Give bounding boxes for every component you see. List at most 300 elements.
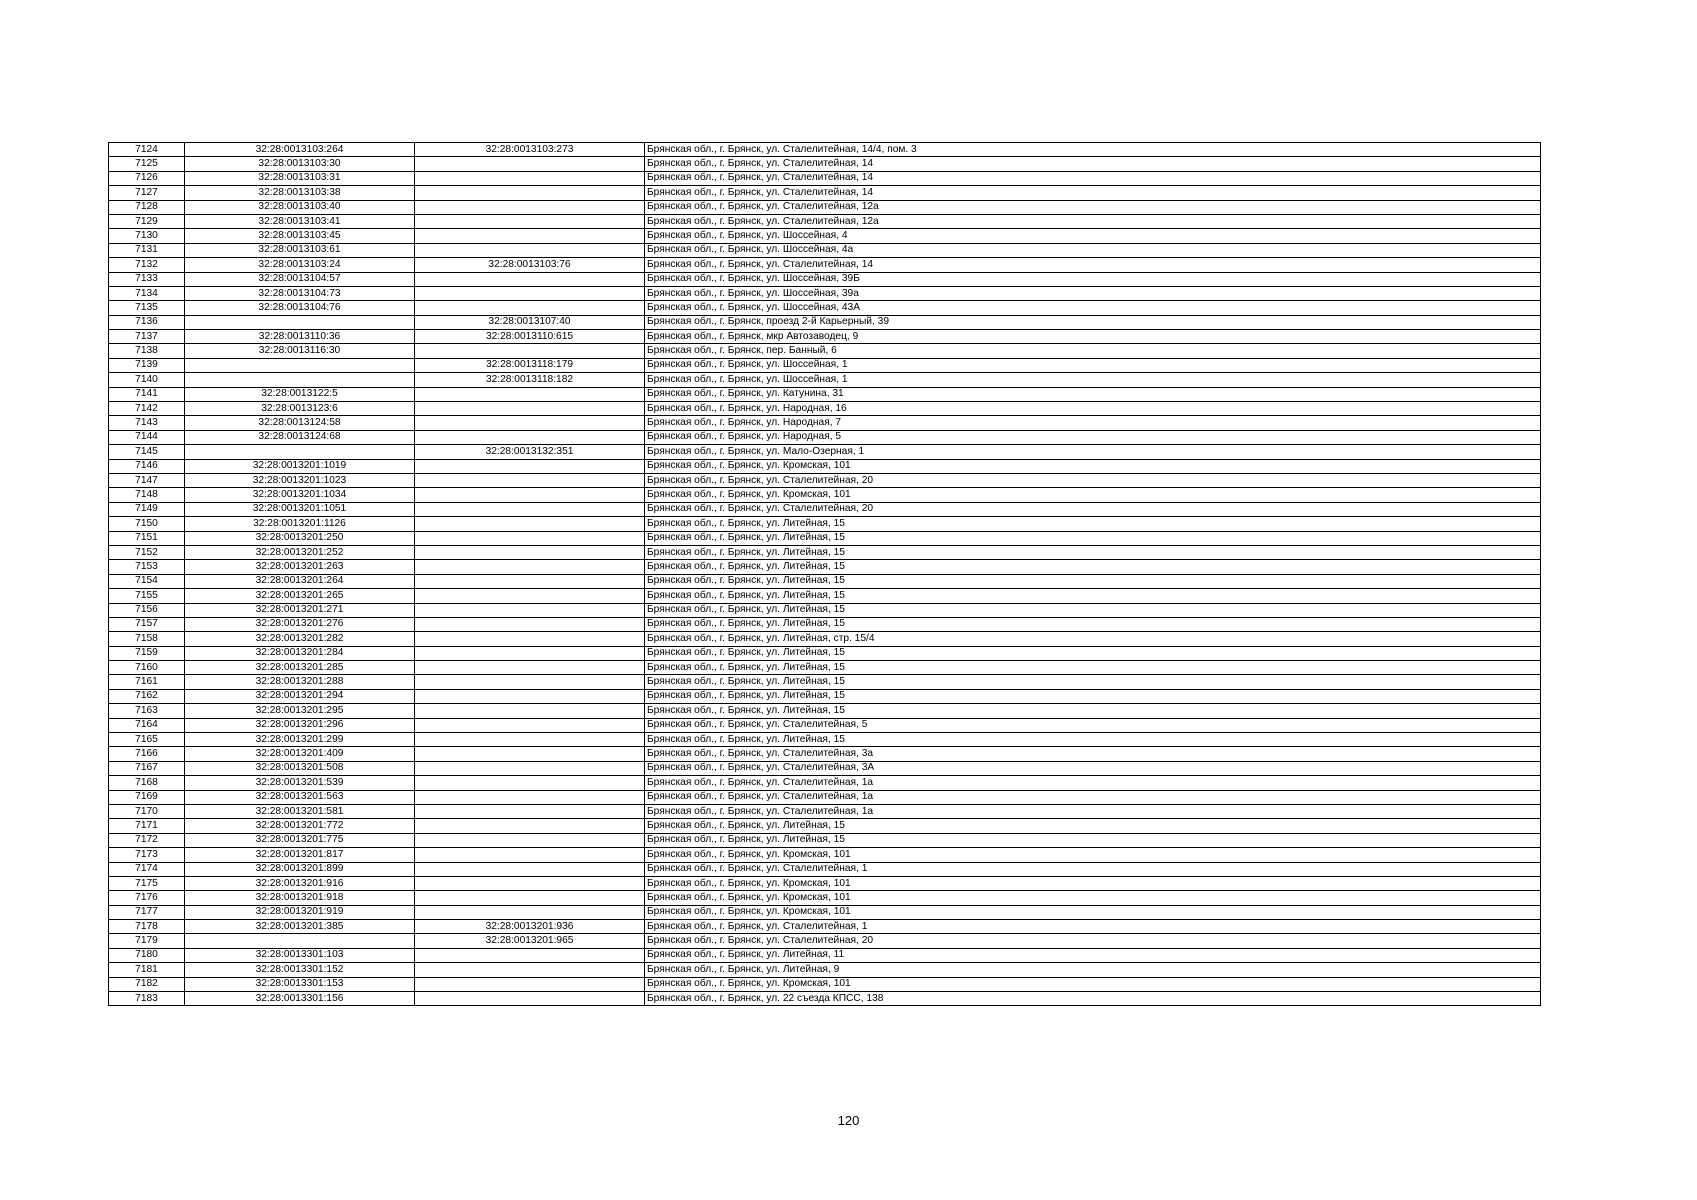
- cadastral-number-cell: 32:28:0013110:36: [185, 330, 415, 344]
- address-cell: Брянская обл., г. Брянск, ул. Сталелитейная, 14/4, пом. 3: [645, 143, 1541, 157]
- related-cadastral-number-cell: [415, 272, 645, 286]
- cadastral-number-cell: 32:28:0013201:294: [185, 689, 415, 703]
- table-row: [109, 617, 1541, 631]
- cadastral-number-cell: 32:28:0013124:68: [185, 430, 415, 444]
- row-number-cell: 7178: [109, 920, 185, 934]
- table-row: [109, 675, 1541, 689]
- row-number-cell: 7171: [109, 819, 185, 833]
- row-number-cell: 7150: [109, 517, 185, 531]
- row-number-cell: 7157: [109, 617, 185, 631]
- cadastral-number-cell: 32:28:0013201:919: [185, 905, 415, 919]
- related-cadastral-number-cell: [415, 344, 645, 358]
- table-row: [109, 992, 1541, 1006]
- address-cell: Брянская обл., г. Брянск, ул. Сталелитейная, 12а: [645, 214, 1541, 228]
- related-cadastral-number-cell: [415, 632, 645, 646]
- related-cadastral-number-cell: [415, 502, 645, 516]
- related-cadastral-number-cell: 32:28:0013132:351: [415, 445, 645, 459]
- table-row: [109, 430, 1541, 444]
- address-cell: Брянская обл., г. Брянск, ул. Катунина, 31: [645, 387, 1541, 401]
- cadastral-number-cell: 32:28:0013201:271: [185, 603, 415, 617]
- related-cadastral-number-cell: 32:28:0013118:182: [415, 373, 645, 387]
- address-cell: Брянская обл., г. Брянск, ул. Мало-Озерная, 1: [645, 445, 1541, 459]
- table-row: [109, 373, 1541, 387]
- address-cell: Брянская обл., г. Брянск, мкр Автозаводец, 9: [645, 330, 1541, 344]
- row-number-cell: 7170: [109, 804, 185, 818]
- related-cadastral-number-cell: [415, 704, 645, 718]
- address-cell: Брянская обл., г. Брянск, ул. Литейная, 15: [645, 704, 1541, 718]
- related-cadastral-number-cell: [415, 214, 645, 228]
- related-cadastral-number-cell: [415, 733, 645, 747]
- table-row: [109, 272, 1541, 286]
- related-cadastral-number-cell: [415, 790, 645, 804]
- address-cell: Брянская обл., г. Брянск, ул. Шоссейная, 39а: [645, 286, 1541, 300]
- address-cell: Брянская обл., г. Брянск, ул. Сталелитейная, 1: [645, 920, 1541, 934]
- cadastral-number-cell: [185, 934, 415, 948]
- cadastral-number-cell: 32:28:0013122:5: [185, 387, 415, 401]
- cadastral-number-cell: 32:28:0013104:57: [185, 272, 415, 286]
- address-cell: Брянская обл., г. Брянск, ул. Сталелитейная, 14: [645, 258, 1541, 272]
- cadastral-number-cell: 32:28:0013301:103: [185, 948, 415, 962]
- cadastral-number-cell: [185, 315, 415, 329]
- row-number-cell: 7177: [109, 905, 185, 919]
- related-cadastral-number-cell: [415, 977, 645, 991]
- address-cell: Брянская обл., г. Брянск, ул. Литейная, 15: [645, 733, 1541, 747]
- row-number-cell: 7148: [109, 488, 185, 502]
- address-cell: Брянская обл., г. Брянск, ул. Литейная, 15: [645, 574, 1541, 588]
- row-number-cell: 7155: [109, 589, 185, 603]
- address-cell: Брянская обл., г. Брянск, ул. Литейная, 15: [645, 833, 1541, 847]
- cadastral-number-cell: 32:28:0013103:38: [185, 186, 415, 200]
- related-cadastral-number-cell: [415, 761, 645, 775]
- address-cell: Брянская обл., г. Брянск, ул. Кромская, 101: [645, 891, 1541, 905]
- address-cell: Брянская обл., г. Брянск, ул. Шоссейная, 43А: [645, 301, 1541, 315]
- cadastral-table-body: [109, 143, 1541, 1006]
- table-row: [109, 574, 1541, 588]
- row-number-cell: 7160: [109, 661, 185, 675]
- cadastral-number-cell: [185, 445, 415, 459]
- cadastral-number-cell: 32:28:0013201:1051: [185, 502, 415, 516]
- related-cadastral-number-cell: [415, 459, 645, 473]
- address-cell: Брянская обл., г. Брянск, ул. Шоссейная, 1: [645, 358, 1541, 372]
- related-cadastral-number-cell: 32:28:0013103:76: [415, 258, 645, 272]
- related-cadastral-number-cell: [415, 531, 645, 545]
- table-row: [109, 186, 1541, 200]
- related-cadastral-number-cell: [415, 661, 645, 675]
- cadastral-number-cell: 32:28:0013201:265: [185, 589, 415, 603]
- related-cadastral-number-cell: [415, 286, 645, 300]
- row-number-cell: 7129: [109, 214, 185, 228]
- row-number-cell: 7165: [109, 733, 185, 747]
- row-number-cell: 7149: [109, 502, 185, 516]
- related-cadastral-number-cell: [415, 646, 645, 660]
- table-row: [109, 876, 1541, 890]
- table-row: [109, 632, 1541, 646]
- cadastral-number-cell: 32:28:0013201:563: [185, 790, 415, 804]
- table-row: [109, 804, 1541, 818]
- address-cell: Брянская обл., г. Брянск, ул. Литейная, 15: [645, 646, 1541, 660]
- related-cadastral-number-cell: [415, 848, 645, 862]
- cadastral-table: [108, 142, 1541, 1006]
- table-row: [109, 445, 1541, 459]
- table-row: [109, 171, 1541, 185]
- row-number-cell: 7158: [109, 632, 185, 646]
- address-cell: Брянская обл., г. Брянск, ул. Литейная, 15: [645, 589, 1541, 603]
- cadastral-number-cell: 32:28:0013201:252: [185, 545, 415, 559]
- related-cadastral-number-cell: [415, 301, 645, 315]
- row-number-cell: 7126: [109, 171, 185, 185]
- row-number-cell: 7132: [109, 258, 185, 272]
- row-number-cell: 7162: [109, 689, 185, 703]
- cadastral-number-cell: 32:28:0013123:6: [185, 402, 415, 416]
- table-row: [109, 315, 1541, 329]
- table-row: [109, 459, 1541, 473]
- row-number-cell: 7174: [109, 862, 185, 876]
- row-number-cell: 7128: [109, 200, 185, 214]
- table-row: [109, 286, 1541, 300]
- table-row: [109, 402, 1541, 416]
- cadastral-number-cell: 32:28:0013201:299: [185, 733, 415, 747]
- cadastral-number-cell: 32:28:0013201:285: [185, 661, 415, 675]
- address-cell: Брянская обл., г. Брянск, ул. Кромская, 101: [645, 977, 1541, 991]
- address-cell: Брянская обл., г. Брянск, ул. Литейная, 15: [645, 531, 1541, 545]
- address-cell: Брянская обл., г. Брянск, ул. Сталелитейная, 20: [645, 934, 1541, 948]
- address-cell: Брянская обл., г. Брянск, ул. Сталелитейная, 14: [645, 157, 1541, 171]
- row-number-cell: 7179: [109, 934, 185, 948]
- cadastral-number-cell: 32:28:0013201:282: [185, 632, 415, 646]
- address-cell: Брянская обл., г. Брянск, ул. 22 съезда КПСС, 138: [645, 992, 1541, 1006]
- row-number-cell: 7143: [109, 416, 185, 430]
- row-number-cell: 7176: [109, 891, 185, 905]
- table-row: [109, 243, 1541, 257]
- cadastral-number-cell: 32:28:0013201:539: [185, 776, 415, 790]
- related-cadastral-number-cell: [415, 157, 645, 171]
- related-cadastral-number-cell: 32:28:0013103:273: [415, 143, 645, 157]
- cadastral-number-cell: 32:28:0013201:295: [185, 704, 415, 718]
- related-cadastral-number-cell: [415, 891, 645, 905]
- table-row: [109, 790, 1541, 804]
- row-number-cell: 7151: [109, 531, 185, 545]
- related-cadastral-number-cell: [415, 603, 645, 617]
- table-row: [109, 704, 1541, 718]
- related-cadastral-number-cell: [415, 589, 645, 603]
- cadastral-number-cell: 32:28:0013201:288: [185, 675, 415, 689]
- table-row: [109, 589, 1541, 603]
- table-row: [109, 747, 1541, 761]
- table-row: [109, 473, 1541, 487]
- related-cadastral-number-cell: 32:28:0013201:965: [415, 934, 645, 948]
- cadastral-number-cell: 32:28:0013103:31: [185, 171, 415, 185]
- table-row: [109, 761, 1541, 775]
- table-row: [109, 977, 1541, 991]
- cadastral-number-cell: 32:28:0013104:76: [185, 301, 415, 315]
- address-cell: Брянская обл., г. Брянск, ул. Шоссейная, 4: [645, 229, 1541, 243]
- address-cell: Брянская обл., г. Брянск, ул. Народная, 16: [645, 402, 1541, 416]
- cadastral-number-cell: 32:28:0013103:45: [185, 229, 415, 243]
- table-row: [109, 948, 1541, 962]
- row-number-cell: 7147: [109, 473, 185, 487]
- table-row: [109, 416, 1541, 430]
- row-number-cell: 7167: [109, 761, 185, 775]
- address-cell: Брянская обл., г. Брянск, ул. Сталелитейная, 1а: [645, 790, 1541, 804]
- address-cell: Брянская обл., г. Брянск, ул. Кромская, 101: [645, 848, 1541, 862]
- row-number-cell: 7127: [109, 186, 185, 200]
- row-number-cell: 7140: [109, 373, 185, 387]
- table-row: [109, 905, 1541, 919]
- row-number-cell: 7172: [109, 833, 185, 847]
- address-cell: Брянская обл., г. Брянск, ул. Сталелитейная, 1а: [645, 776, 1541, 790]
- related-cadastral-number-cell: [415, 473, 645, 487]
- table-row: [109, 258, 1541, 272]
- cadastral-number-cell: 32:28:0013201:250: [185, 531, 415, 545]
- page-number: 120: [837, 1113, 860, 1128]
- related-cadastral-number-cell: [415, 574, 645, 588]
- related-cadastral-number-cell: 32:28:0013118:179: [415, 358, 645, 372]
- row-number-cell: 7134: [109, 286, 185, 300]
- address-cell: Брянская обл., г. Брянск, ул. Литейная, 15: [645, 819, 1541, 833]
- address-cell: Брянская обл., г. Брянск, ул. Литейная, 15: [645, 560, 1541, 574]
- related-cadastral-number-cell: [415, 402, 645, 416]
- cadastral-number-cell: 32:28:0013201:916: [185, 876, 415, 890]
- cadastral-number-cell: 32:28:0013103:264: [185, 143, 415, 157]
- table-row: [109, 733, 1541, 747]
- table-row: [109, 776, 1541, 790]
- address-cell: Брянская обл., г. Брянск, ул. Сталелитейная, 14: [645, 186, 1541, 200]
- row-number-cell: 7133: [109, 272, 185, 286]
- address-cell: Брянская обл., г. Брянск, ул. Литейная, 15: [645, 661, 1541, 675]
- address-cell: Брянская обл., г. Брянск, ул. Литейная, 11: [645, 948, 1541, 962]
- row-number-cell: 7175: [109, 876, 185, 890]
- related-cadastral-number-cell: [415, 689, 645, 703]
- related-cadastral-number-cell: [415, 243, 645, 257]
- address-cell: Брянская обл., г. Брянск, ул. Литейная, 9: [645, 963, 1541, 977]
- table-row: [109, 819, 1541, 833]
- row-number-cell: 7163: [109, 704, 185, 718]
- related-cadastral-number-cell: [415, 171, 645, 185]
- row-number-cell: 7153: [109, 560, 185, 574]
- related-cadastral-number-cell: [415, 833, 645, 847]
- cadastral-number-cell: 32:28:0013201:1126: [185, 517, 415, 531]
- address-cell: Брянская обл., г. Брянск, ул. Кромская, 101: [645, 876, 1541, 890]
- cadastral-number-cell: 32:28:0013103:61: [185, 243, 415, 257]
- related-cadastral-number-cell: [415, 876, 645, 890]
- table-row: [109, 387, 1541, 401]
- cadastral-number-cell: 32:28:0013201:264: [185, 574, 415, 588]
- related-cadastral-number-cell: [415, 517, 645, 531]
- table-row: [109, 963, 1541, 977]
- related-cadastral-number-cell: [415, 948, 645, 962]
- address-cell: Брянская обл., г. Брянск, ул. Сталелитейная, 1: [645, 862, 1541, 876]
- row-number-cell: 7125: [109, 157, 185, 171]
- row-number-cell: 7142: [109, 402, 185, 416]
- related-cadastral-number-cell: [415, 488, 645, 502]
- table-row: [109, 531, 1541, 545]
- related-cadastral-number-cell: [415, 675, 645, 689]
- related-cadastral-number-cell: [415, 387, 645, 401]
- table-row: [109, 330, 1541, 344]
- row-number-cell: 7154: [109, 574, 185, 588]
- row-number-cell: 7141: [109, 387, 185, 401]
- table-row: [109, 143, 1541, 157]
- table-row: [109, 344, 1541, 358]
- related-cadastral-number-cell: 32:28:0013110:615: [415, 330, 645, 344]
- related-cadastral-number-cell: [415, 416, 645, 430]
- address-cell: Брянская обл., г. Брянск, проезд 2-й Карьерный, 39: [645, 315, 1541, 329]
- table-row: [109, 718, 1541, 732]
- address-cell: Брянская обл., г. Брянск, ул. Сталелитейная, 20: [645, 473, 1541, 487]
- table-row: [109, 358, 1541, 372]
- related-cadastral-number-cell: [415, 905, 645, 919]
- address-cell: Брянская обл., г. Брянск, ул. Сталелитейная, 3а: [645, 747, 1541, 761]
- row-number-cell: 7166: [109, 747, 185, 761]
- cadastral-number-cell: 32:28:0013104:73: [185, 286, 415, 300]
- table-row: [109, 517, 1541, 531]
- row-number-cell: 7156: [109, 603, 185, 617]
- table-row: [109, 488, 1541, 502]
- related-cadastral-number-cell: [415, 992, 645, 1006]
- address-cell: Брянская обл., г. Брянск, ул. Литейная, 15: [645, 689, 1541, 703]
- row-number-cell: 7146: [109, 459, 185, 473]
- cadastral-number-cell: [185, 358, 415, 372]
- row-number-cell: 7137: [109, 330, 185, 344]
- table-row: [109, 833, 1541, 847]
- table-row: [109, 689, 1541, 703]
- cadastral-number-cell: [185, 373, 415, 387]
- cadastral-number-cell: 32:28:0013201:1023: [185, 473, 415, 487]
- cadastral-number-cell: 32:28:0013201:508: [185, 761, 415, 775]
- row-number-cell: 7173: [109, 848, 185, 862]
- row-number-cell: 7168: [109, 776, 185, 790]
- cadastral-number-cell: 32:28:0013201:409: [185, 747, 415, 761]
- cadastral-number-cell: 32:28:0013201:296: [185, 718, 415, 732]
- address-cell: Брянская обл., г. Брянск, ул. Литейная, 15: [645, 617, 1541, 631]
- table-row: [109, 661, 1541, 675]
- address-cell: Брянская обл., г. Брянск, ул. Шоссейная, 4а: [645, 243, 1541, 257]
- address-cell: Брянская обл., г. Брянск, ул. Кромская, 101: [645, 905, 1541, 919]
- table-row: [109, 603, 1541, 617]
- cadastral-number-cell: 32:28:0013301:152: [185, 963, 415, 977]
- address-cell: Брянская обл., г. Брянск, ул. Сталелитейная, 1а: [645, 804, 1541, 818]
- related-cadastral-number-cell: [415, 819, 645, 833]
- related-cadastral-number-cell: [415, 545, 645, 559]
- address-cell: Брянская обл., г. Брянск, ул. Литейная, стр. 15/4: [645, 632, 1541, 646]
- cadastral-number-cell: 32:28:0013201:263: [185, 560, 415, 574]
- related-cadastral-number-cell: [415, 862, 645, 876]
- cadastral-number-cell: 32:28:0013103:24: [185, 258, 415, 272]
- row-number-cell: 7130: [109, 229, 185, 243]
- related-cadastral-number-cell: [415, 186, 645, 200]
- table-row: [109, 891, 1541, 905]
- row-number-cell: 7144: [109, 430, 185, 444]
- row-number-cell: 7152: [109, 545, 185, 559]
- table-row: [109, 934, 1541, 948]
- row-number-cell: 7180: [109, 948, 185, 962]
- related-cadastral-number-cell: [415, 560, 645, 574]
- address-cell: Брянская обл., г. Брянск, ул. Шоссейная, 1: [645, 373, 1541, 387]
- row-number-cell: 7161: [109, 675, 185, 689]
- row-number-cell: 7182: [109, 977, 185, 991]
- row-number-cell: 7138: [109, 344, 185, 358]
- related-cadastral-number-cell: [415, 229, 645, 243]
- address-cell: Брянская обл., г. Брянск, ул. Литейная, 15: [645, 675, 1541, 689]
- address-cell: Брянская обл., г. Брянск, ул. Кромская, 101: [645, 459, 1541, 473]
- address-cell: Брянская обл., г. Брянск, ул. Литейная, 15: [645, 517, 1541, 531]
- cadastral-number-cell: 32:28:0013201:276: [185, 617, 415, 631]
- address-cell: Брянская обл., г. Брянск, ул. Народная, 7: [645, 416, 1541, 430]
- table-row: [109, 560, 1541, 574]
- cadastral-number-cell: 32:28:0013201:775: [185, 833, 415, 847]
- row-number-cell: 7139: [109, 358, 185, 372]
- cadastral-number-cell: 32:28:0013201:817: [185, 848, 415, 862]
- related-cadastral-number-cell: [415, 776, 645, 790]
- related-cadastral-number-cell: [415, 804, 645, 818]
- address-cell: Брянская обл., г. Брянск, пер. Банный, 6: [645, 344, 1541, 358]
- address-cell: Брянская обл., г. Брянск, ул. Литейная, 15: [645, 603, 1541, 617]
- row-number-cell: 7145: [109, 445, 185, 459]
- table-row: [109, 646, 1541, 660]
- related-cadastral-number-cell: 32:28:0013201:936: [415, 920, 645, 934]
- cadastral-number-cell: 32:28:0013201:899: [185, 862, 415, 876]
- related-cadastral-number-cell: [415, 963, 645, 977]
- row-number-cell: 7159: [109, 646, 185, 660]
- address-cell: Брянская обл., г. Брянск, ул. Литейная, 15: [645, 545, 1541, 559]
- address-cell: Брянская обл., г. Брянск, ул. Народная, 5: [645, 430, 1541, 444]
- table-row: [109, 502, 1541, 516]
- cadastral-number-cell: 32:28:0013103:41: [185, 214, 415, 228]
- address-cell: Брянская обл., г. Брянск, ул. Кромская, 101: [645, 488, 1541, 502]
- related-cadastral-number-cell: [415, 617, 645, 631]
- row-number-cell: 7181: [109, 963, 185, 977]
- cadastral-number-cell: 32:28:0013201:284: [185, 646, 415, 660]
- table-row: [109, 157, 1541, 171]
- row-number-cell: 7136: [109, 315, 185, 329]
- table-row: [109, 214, 1541, 228]
- related-cadastral-number-cell: 32:28:0013107:40: [415, 315, 645, 329]
- related-cadastral-number-cell: [415, 200, 645, 214]
- address-cell: Брянская обл., г. Брянск, ул. Сталелитейная, 5: [645, 718, 1541, 732]
- cadastral-number-cell: 32:28:0013201:581: [185, 804, 415, 818]
- related-cadastral-number-cell: [415, 747, 645, 761]
- cadastral-number-cell: 32:28:0013201:385: [185, 920, 415, 934]
- address-cell: Брянская обл., г. Брянск, ул. Сталелитейная, 3А: [645, 761, 1541, 775]
- address-cell: Брянская обл., г. Брянск, ул. Сталелитейная, 12а: [645, 200, 1541, 214]
- cadastral-number-cell: 32:28:0013201:1034: [185, 488, 415, 502]
- row-number-cell: 7164: [109, 718, 185, 732]
- address-cell: Брянская обл., г. Брянск, ул. Сталелитейная, 14: [645, 171, 1541, 185]
- row-number-cell: 7183: [109, 992, 185, 1006]
- cadastral-number-cell: 32:28:0013201:918: [185, 891, 415, 905]
- table-row: [109, 545, 1541, 559]
- table-row: [109, 862, 1541, 876]
- cadastral-number-cell: 32:28:0013201:1019: [185, 459, 415, 473]
- related-cadastral-number-cell: [415, 430, 645, 444]
- cadastral-number-cell: 32:28:0013116:30: [185, 344, 415, 358]
- row-number-cell: 7124: [109, 143, 185, 157]
- cadastral-number-cell: 32:28:0013103:30: [185, 157, 415, 171]
- table-row: [109, 848, 1541, 862]
- row-number-cell: 7131: [109, 243, 185, 257]
- table-row: [109, 229, 1541, 243]
- row-number-cell: 7169: [109, 790, 185, 804]
- cadastral-number-cell: 32:28:0013103:40: [185, 200, 415, 214]
- row-number-cell: 7135: [109, 301, 185, 315]
- table-row: [109, 301, 1541, 315]
- table-row: [109, 920, 1541, 934]
- cadastral-number-cell: 32:28:0013124:58: [185, 416, 415, 430]
- address-cell: Брянская обл., г. Брянск, ул. Сталелитейная, 20: [645, 502, 1541, 516]
- related-cadastral-number-cell: [415, 718, 645, 732]
- cadastral-number-cell: 32:28:0013301:156: [185, 992, 415, 1006]
- cadastral-number-cell: 32:28:0013201:772: [185, 819, 415, 833]
